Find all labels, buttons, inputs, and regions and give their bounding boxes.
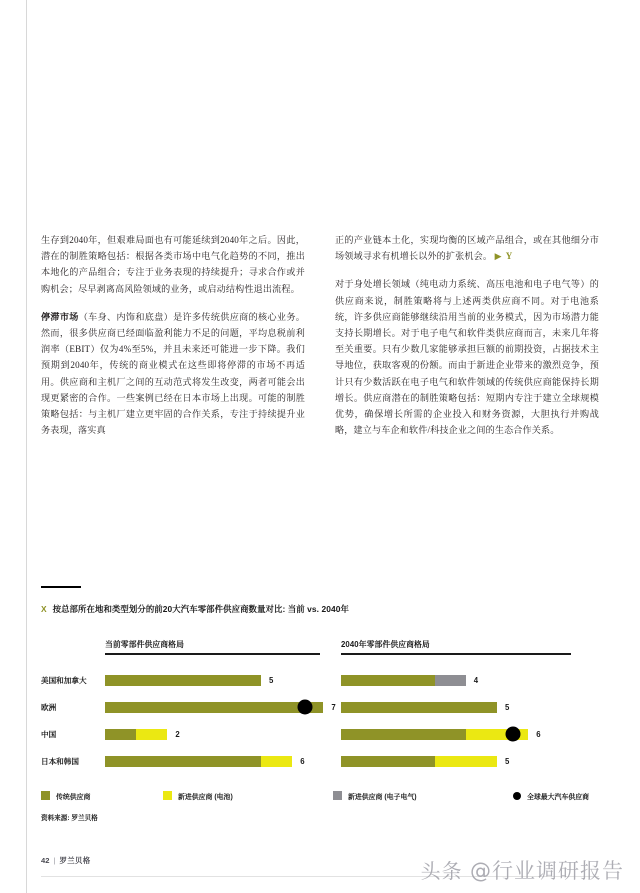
paragraph-stagnant (41, 309, 305, 439)
chart-bar-segment-traditional (105, 675, 261, 686)
chart-bar-value: 5 (505, 702, 510, 712)
page-footer (41, 855, 91, 866)
chart-source: 资料来源: 罗兰贝格 (41, 814, 98, 822)
chart-bar-area (341, 748, 509, 775)
chart-bar-area (341, 694, 509, 721)
chart-row-label: 中国 (41, 729, 57, 739)
chart-bar-area (105, 721, 180, 748)
watermark-prefix: 头条 (420, 859, 463, 883)
chart-panel-2040-header: 2040年零部件供应商格局 (341, 640, 430, 650)
chart-bar-segment-traditional (105, 702, 323, 713)
chart-panel-2040-underline (341, 653, 571, 655)
chart-bar-area (105, 667, 273, 694)
chart-bar-value: 6 (300, 756, 305, 766)
legend-label: 传统供应商 (56, 793, 91, 801)
paragraph-growth (335, 276, 599, 438)
paragraph-localization (335, 232, 599, 264)
chart-panel-2040 (341, 639, 599, 775)
chart-bar-segment-battery (261, 756, 292, 767)
chart-legend (41, 791, 599, 801)
watermark (421, 855, 624, 885)
chart-bar[interactable] (105, 729, 167, 740)
legend-swatch-square-icon (163, 791, 172, 800)
paragraph-stagnant-lead: 停滞市场 (41, 311, 79, 322)
legend-swatch-square-icon (333, 791, 342, 800)
paragraph-localization-text: 正的产业链本土化，实现均衡的区域产品组合，或在其他细分市场领域寻求有机增长以外的扩张机会。 (335, 235, 599, 262)
continuation-marker-icon: ▶ Y (494, 251, 514, 262)
exhibit-title: 按总部所在地和类型划分的前20大汽车零部件供应商数量对比: 当前 vs. 2040年 (52, 603, 350, 614)
chart-row (341, 721, 599, 748)
chart-bar-segment-traditional (341, 702, 497, 713)
chart-bar-segment-traditional (105, 756, 261, 767)
exhibit-number: X (41, 604, 47, 615)
exhibit-title-row (41, 604, 599, 616)
legend-label: 新进供应商 (电子电气) (348, 793, 417, 801)
chart-row-label: 美国和加拿大 (41, 675, 87, 685)
chart-bar[interactable] (341, 729, 528, 740)
chart-row (341, 748, 599, 775)
chart-bar[interactable] (105, 756, 292, 767)
chart-panel-current (41, 639, 341, 775)
chart-row-label: 日本和韩国 (41, 756, 79, 766)
largest-supplier-marker-icon (505, 727, 520, 742)
legend-swatch-circle-icon (513, 792, 521, 800)
chart-panels (41, 639, 599, 775)
chart-row (341, 694, 599, 721)
chart-bar[interactable] (341, 702, 497, 713)
chart-bar-value: 7 (331, 702, 336, 712)
chart-bar-value: 6 (536, 729, 541, 739)
paragraph-stagnant-text: （车身、内饰和底盘）是许多传统供应商的核心业务。然而，很多供应商已经面临盈利能力不足的问题，平均息税前利润率（EBIT）仅为4%至5%，并且未来还可能进一步下降。我们预期到2040年，传统的商业模式在这些即将停滞的市场不再适用。供应商和主机厂之间的互动范式将发生改变，两者可能会出现更紧密的合作。一些案例已经在日本市场上出现。可能的制胜策略包括：与主机厂建立更牢固的合作关系，专注于持续提升业务表现，落实真 (41, 311, 305, 436)
chart-row (41, 667, 341, 694)
chart-bar-value: 5 (269, 675, 274, 685)
footer-page-number: 42 (41, 856, 50, 865)
text-column-left (41, 232, 305, 438)
legend-item (513, 791, 589, 801)
footer-brand: 罗兰贝格 (59, 856, 91, 865)
chart-bar-segment-traditional (341, 675, 435, 686)
watermark-handle: @行业调研报告 (470, 859, 624, 883)
chart-bar-area (341, 667, 478, 694)
chart-bar-segment-battery (435, 756, 497, 767)
legend-item (163, 791, 333, 801)
largest-supplier-marker-icon (297, 700, 312, 715)
chart-bar-value: 4 (473, 675, 479, 685)
chart-bar-area (341, 721, 541, 748)
chart-panel-current-underline (105, 653, 320, 655)
chart-bar-segment-traditional (341, 756, 435, 767)
chart-bar[interactable] (105, 702, 323, 713)
text-column-right (335, 232, 599, 438)
paragraph-growth-text: 对于身处增长领域（纯电动力系统、高压电池和电子电气等）的供应商来说，制胜策略将与上述两类供应商不同。对于电池系统，许多供应商能够继续沿用当前的业务模式，因为市场潜力能支持长期增长。对于电子电气和软件类供应商而言，未来几年将至关重要。只有少数几家能够承担巨额的前期投资，占据技术主导地位，获取客观的份额。而由于新进企业带来的激烈竞争，预计只有少数活跃在电子电气和软件领域的传统供应商能保持长期增长。供应商潜在的制胜策略包括：短期内专注于建立全球规模优势，确保增长所需的企业投入和财务资源，大胆执行并购战略，建立与车企和软件/科技企业之间的生态合作关系。 (335, 279, 599, 436)
legend-item (333, 791, 513, 801)
chart-bar-area (105, 748, 305, 775)
chart-bar-segment-traditional (105, 729, 136, 740)
legend-swatch-square-icon (41, 791, 50, 800)
exhibit-chart-block (41, 586, 599, 822)
chart-bar-value: 5 (504, 756, 510, 766)
chart-row (41, 721, 341, 748)
chart-bar[interactable] (105, 675, 261, 686)
chart-bar-segment-battery (136, 729, 167, 740)
chart-panel-current-rows (41, 667, 341, 775)
chart-row (41, 748, 341, 775)
chart-row-label: 欧洲 (41, 702, 57, 712)
chart-bar-value: 2 (175, 729, 180, 739)
chart-row (341, 667, 599, 694)
paragraph-survival-text: 生存到2040年，但艰难局面也有可能延续到2040年之后。因此，潜在的制胜策略包括：根据各类市场中电气化趋势的不同，推出本地化的产品组合；专注于业务表现的持续提升；寻求合作或并购机会；尽早剥离高风险领域的业务，或启动结构性退出流程。 (41, 235, 305, 294)
legend-label: 全球最大汽车供应商 (527, 793, 590, 801)
chart-bar-segment-ee (435, 675, 466, 686)
chart-panel-2040-rows (341, 667, 599, 775)
chart-bar[interactable] (341, 675, 466, 686)
exhibit-top-rule (41, 586, 81, 588)
chart-row (41, 694, 341, 721)
chart-bar-segment-traditional (341, 729, 466, 740)
article-body (41, 232, 599, 438)
footer-separator: | (53, 856, 56, 865)
page-gutter-rule (26, 0, 27, 893)
legend-label: 新进供应商 (电池) (178, 793, 233, 801)
chart-panel-current-header: 当前零部件供应商格局 (105, 640, 184, 650)
legend-item (41, 791, 163, 801)
chart-bar-area (105, 694, 336, 721)
paragraph-survival (41, 232, 305, 297)
chart-bar[interactable] (341, 756, 497, 767)
